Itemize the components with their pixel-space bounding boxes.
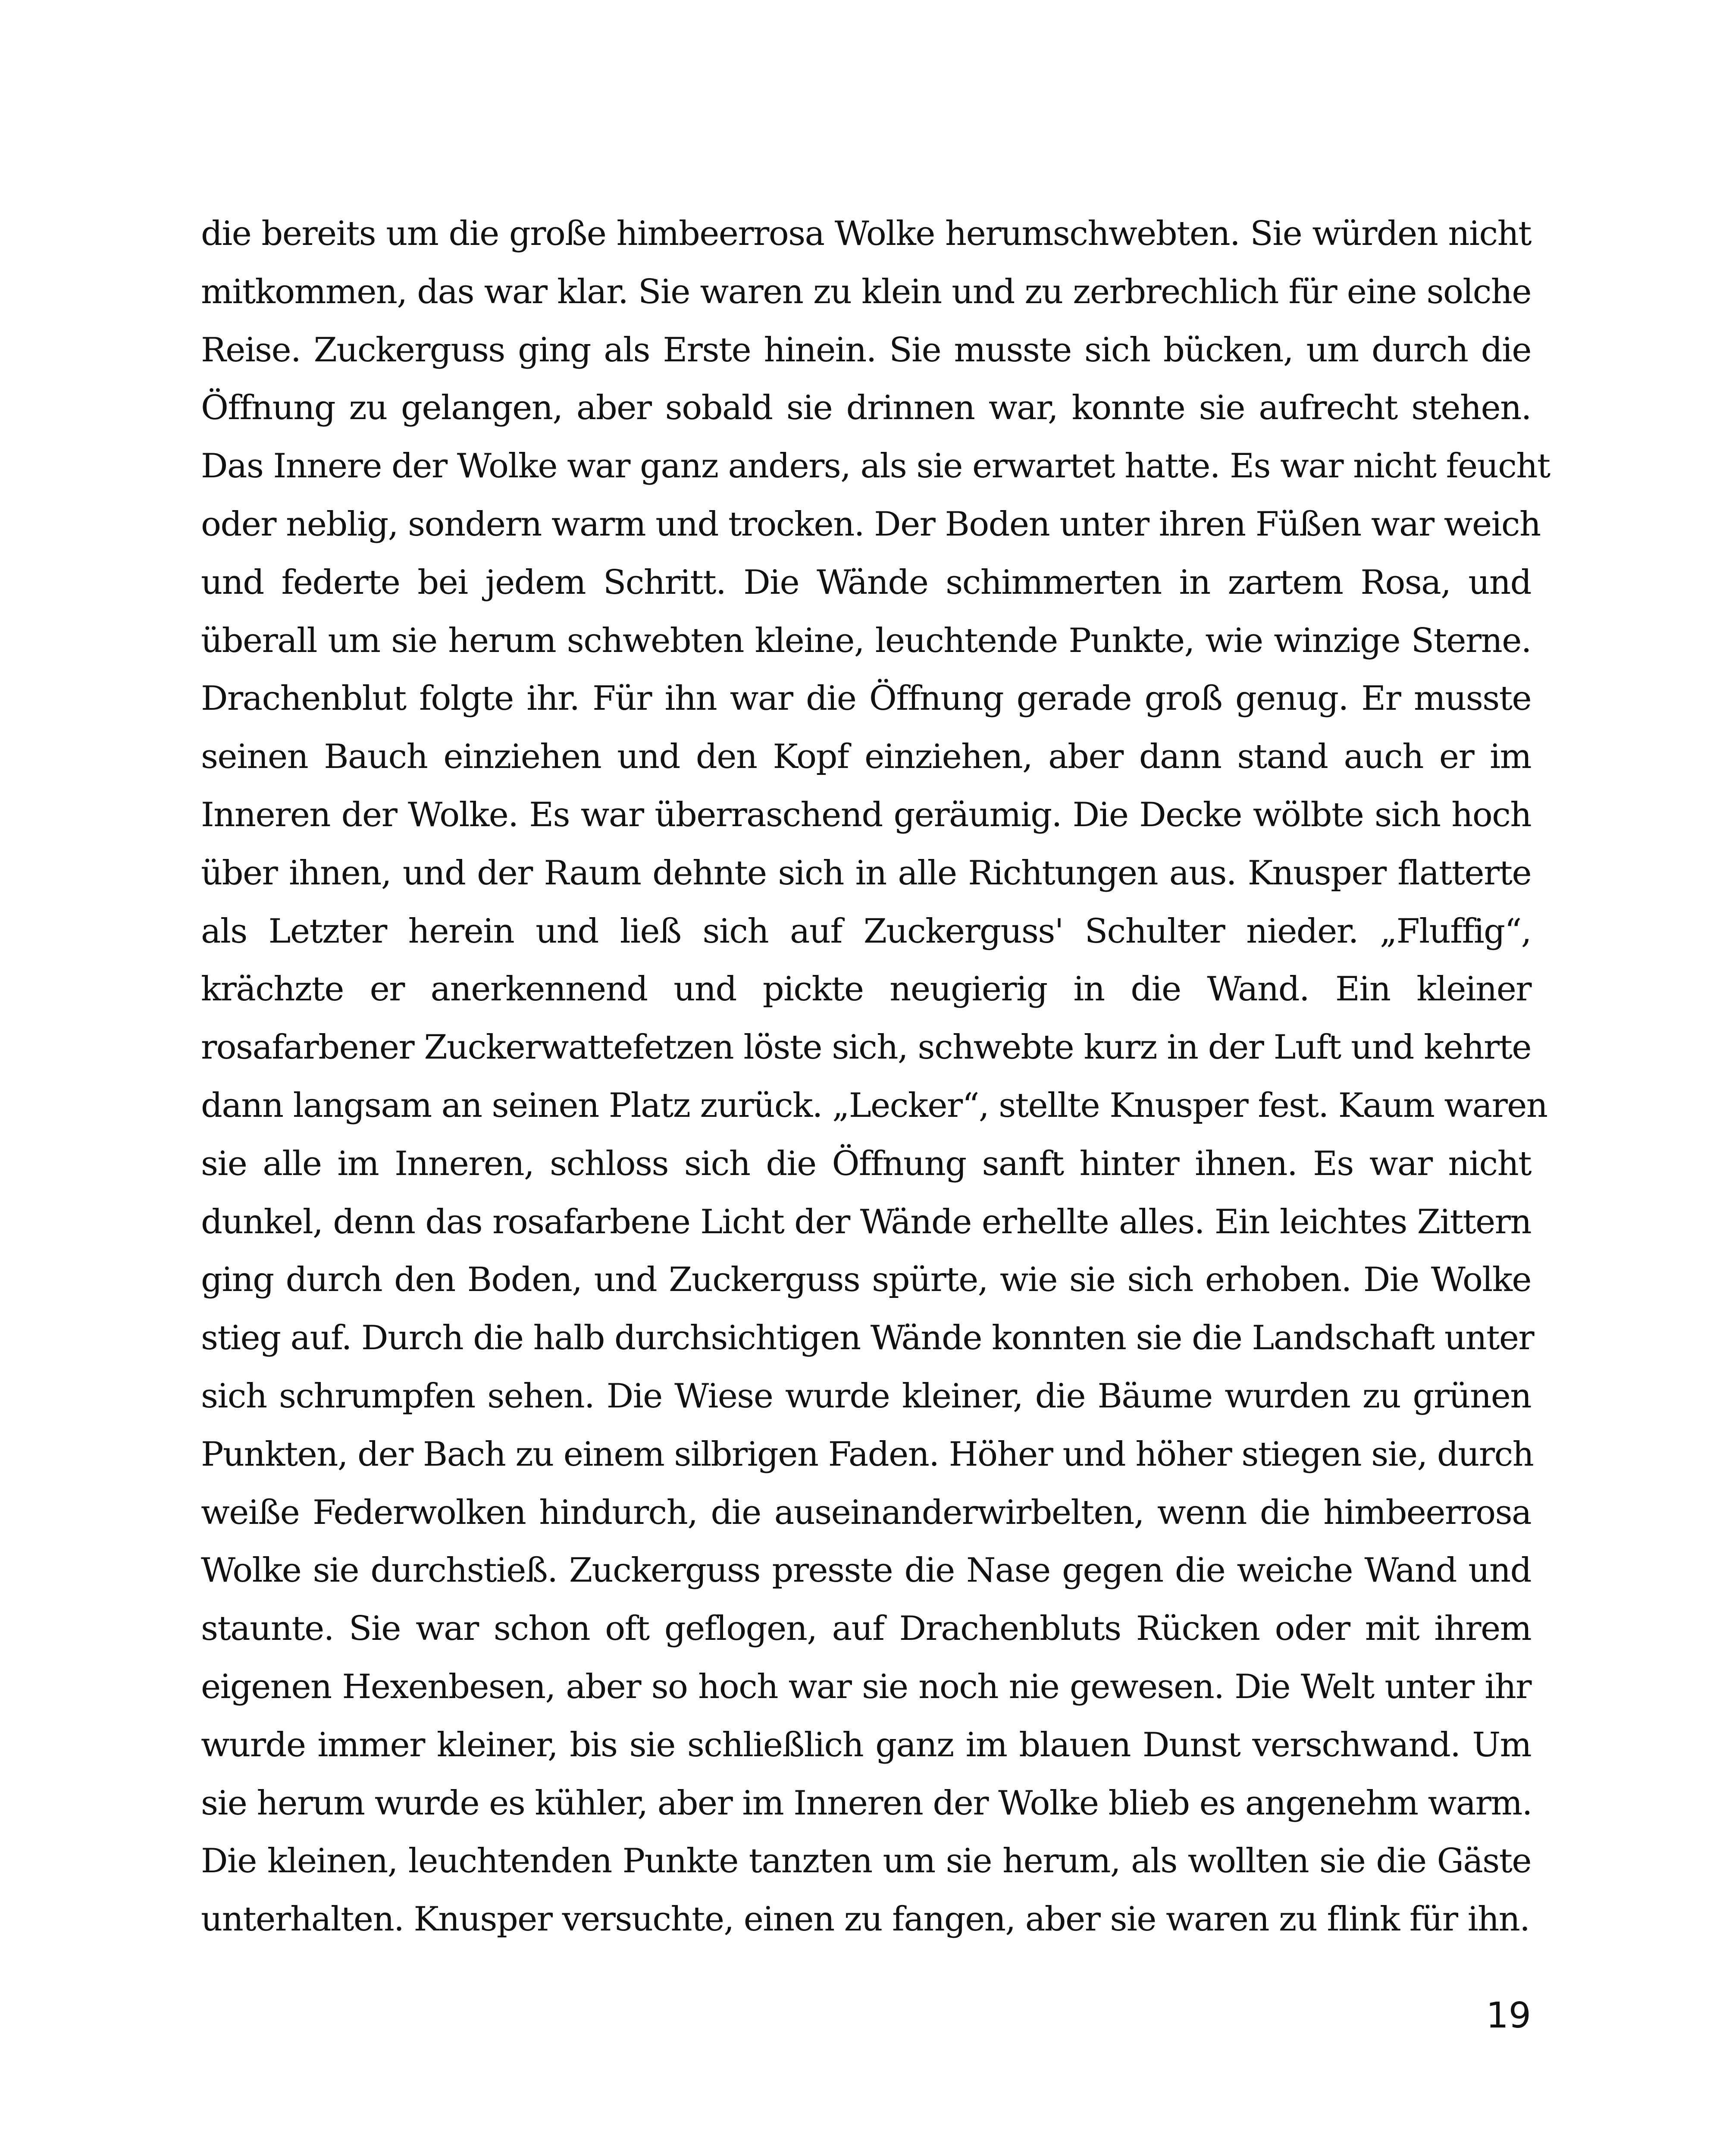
text-line: Drachenblut folgte ihr. Für ihn war die Öffnung gerade groß genug. Er musste xyxy=(201,679,1531,718)
text-line: und federte bei jedem Schritt. Die Wände schimmerten in zartem Rosa, und xyxy=(201,563,1531,602)
text-line: mitkommen, das war klar. Sie waren zu klein und zu zerbrechlich für eine solche xyxy=(201,272,1531,311)
text-line: Wolke sie durchstieß. Zuckerguss presste die Nase gegen die weiche Wand und xyxy=(201,1551,1531,1590)
text-line: weiße Federwolken hindurch, die auseinanderwirbelten, wenn die himbeerrosa xyxy=(201,1493,1531,1532)
text-line: Inneren der Wolke. Es war überraschend geräumig. Die Decke wölbte sich hoch xyxy=(201,795,1531,834)
text-line: als Letzter herein und ließ sich auf Zuckerguss' Schulter nieder. „Fluffig“, xyxy=(201,912,1531,951)
text-line: staunte. Sie war schon oft geflogen, auf Drachenbluts Rücken oder mit ihrem xyxy=(201,1609,1531,1648)
text-line: wurde immer kleiner, bis sie schließlich ganz im blauen Dunst verschwand. Um xyxy=(201,1725,1531,1764)
text-line: überall um sie herum schwebten kleine, leuchtende Punkte, wie winzige Sterne. xyxy=(201,621,1531,660)
text-line: über ihnen, und der Raum dehnte sich in alle Richtungen aus. Knusper flatterte xyxy=(201,853,1531,893)
page-number: 19 xyxy=(1486,1995,1531,2036)
text-line: sie alle im Inneren, schloss sich die Öffnung sanft hinter ihnen. Es war nicht xyxy=(201,1144,1531,1183)
text-line: ging durch den Boden, und Zuckerguss spürte, wie sie sich erhoben. Die Wolke xyxy=(201,1260,1531,1300)
text-line: dunkel, denn das rosafarbene Licht der Wände erhellte alles. Ein leichtes Zittern xyxy=(201,1202,1531,1241)
text-line: unterhalten. Knusper versuchte, einen zu fangen, aber sie waren zu flink für ihn. xyxy=(201,1900,1530,1939)
body-text xyxy=(201,205,1550,1949)
text-line: Punkten, der Bach zu einem silbrigen Faden. Höher und höher stiegen sie, durch xyxy=(201,1435,1534,1474)
text-line: Die kleinen, leuchtenden Punkte tanzten um sie herum, als wollten sie die Gäste xyxy=(201,1842,1531,1881)
text-line: oder neblig, sondern warm und trocken. Der Boden unter ihren Füßen war weich xyxy=(201,505,1541,544)
text-line: Reise. Zuckerguss ging als Erste hinein. Sie musste sich bücken, um durch die xyxy=(201,330,1531,370)
text-line: rosafarbener Zuckerwattefetzen löste sich, schwebte kurz in der Luft und kehrte xyxy=(201,1028,1531,1067)
text-line: eigenen Hexenbesen, aber so hoch war sie noch nie gewesen. Die Welt unter ihr xyxy=(201,1667,1531,1706)
text-line: stieg auf. Durch die halb durchsichtigen Wände konnten sie die Landschaft unter xyxy=(201,1319,1534,1358)
text-line: sich schrumpfen sehen. Die Wiese wurde kleiner, die Bäume wurden zu grünen xyxy=(201,1376,1531,1416)
text-line: dann langsam an seinen Platz zurück. „Lecker“, stellte Knusper fest. Kaum waren xyxy=(201,1086,1547,1125)
text-line: krächzte er anerkennend und pickte neugierig in die Wand. Ein kleiner xyxy=(201,970,1531,1009)
text-line: Öffnung zu gelangen, aber sobald sie drinnen war, konnte sie aufrecht stehen. xyxy=(201,389,1531,428)
text-line: sie herum wurde es kühler, aber im Inneren der Wolke blieb es angenehm warm. xyxy=(201,1783,1532,1823)
text-line: Das Innere der Wolke war ganz anders, als sie erwartet hatte. Es war nicht feucht xyxy=(201,447,1550,486)
text-line: seinen Bauch einziehen und den Kopf einziehen, aber dann stand auch er im xyxy=(201,737,1531,777)
text-line: die bereits um die große himbeerrosa Wolke herumschwebten. Sie würden nicht xyxy=(201,214,1531,253)
